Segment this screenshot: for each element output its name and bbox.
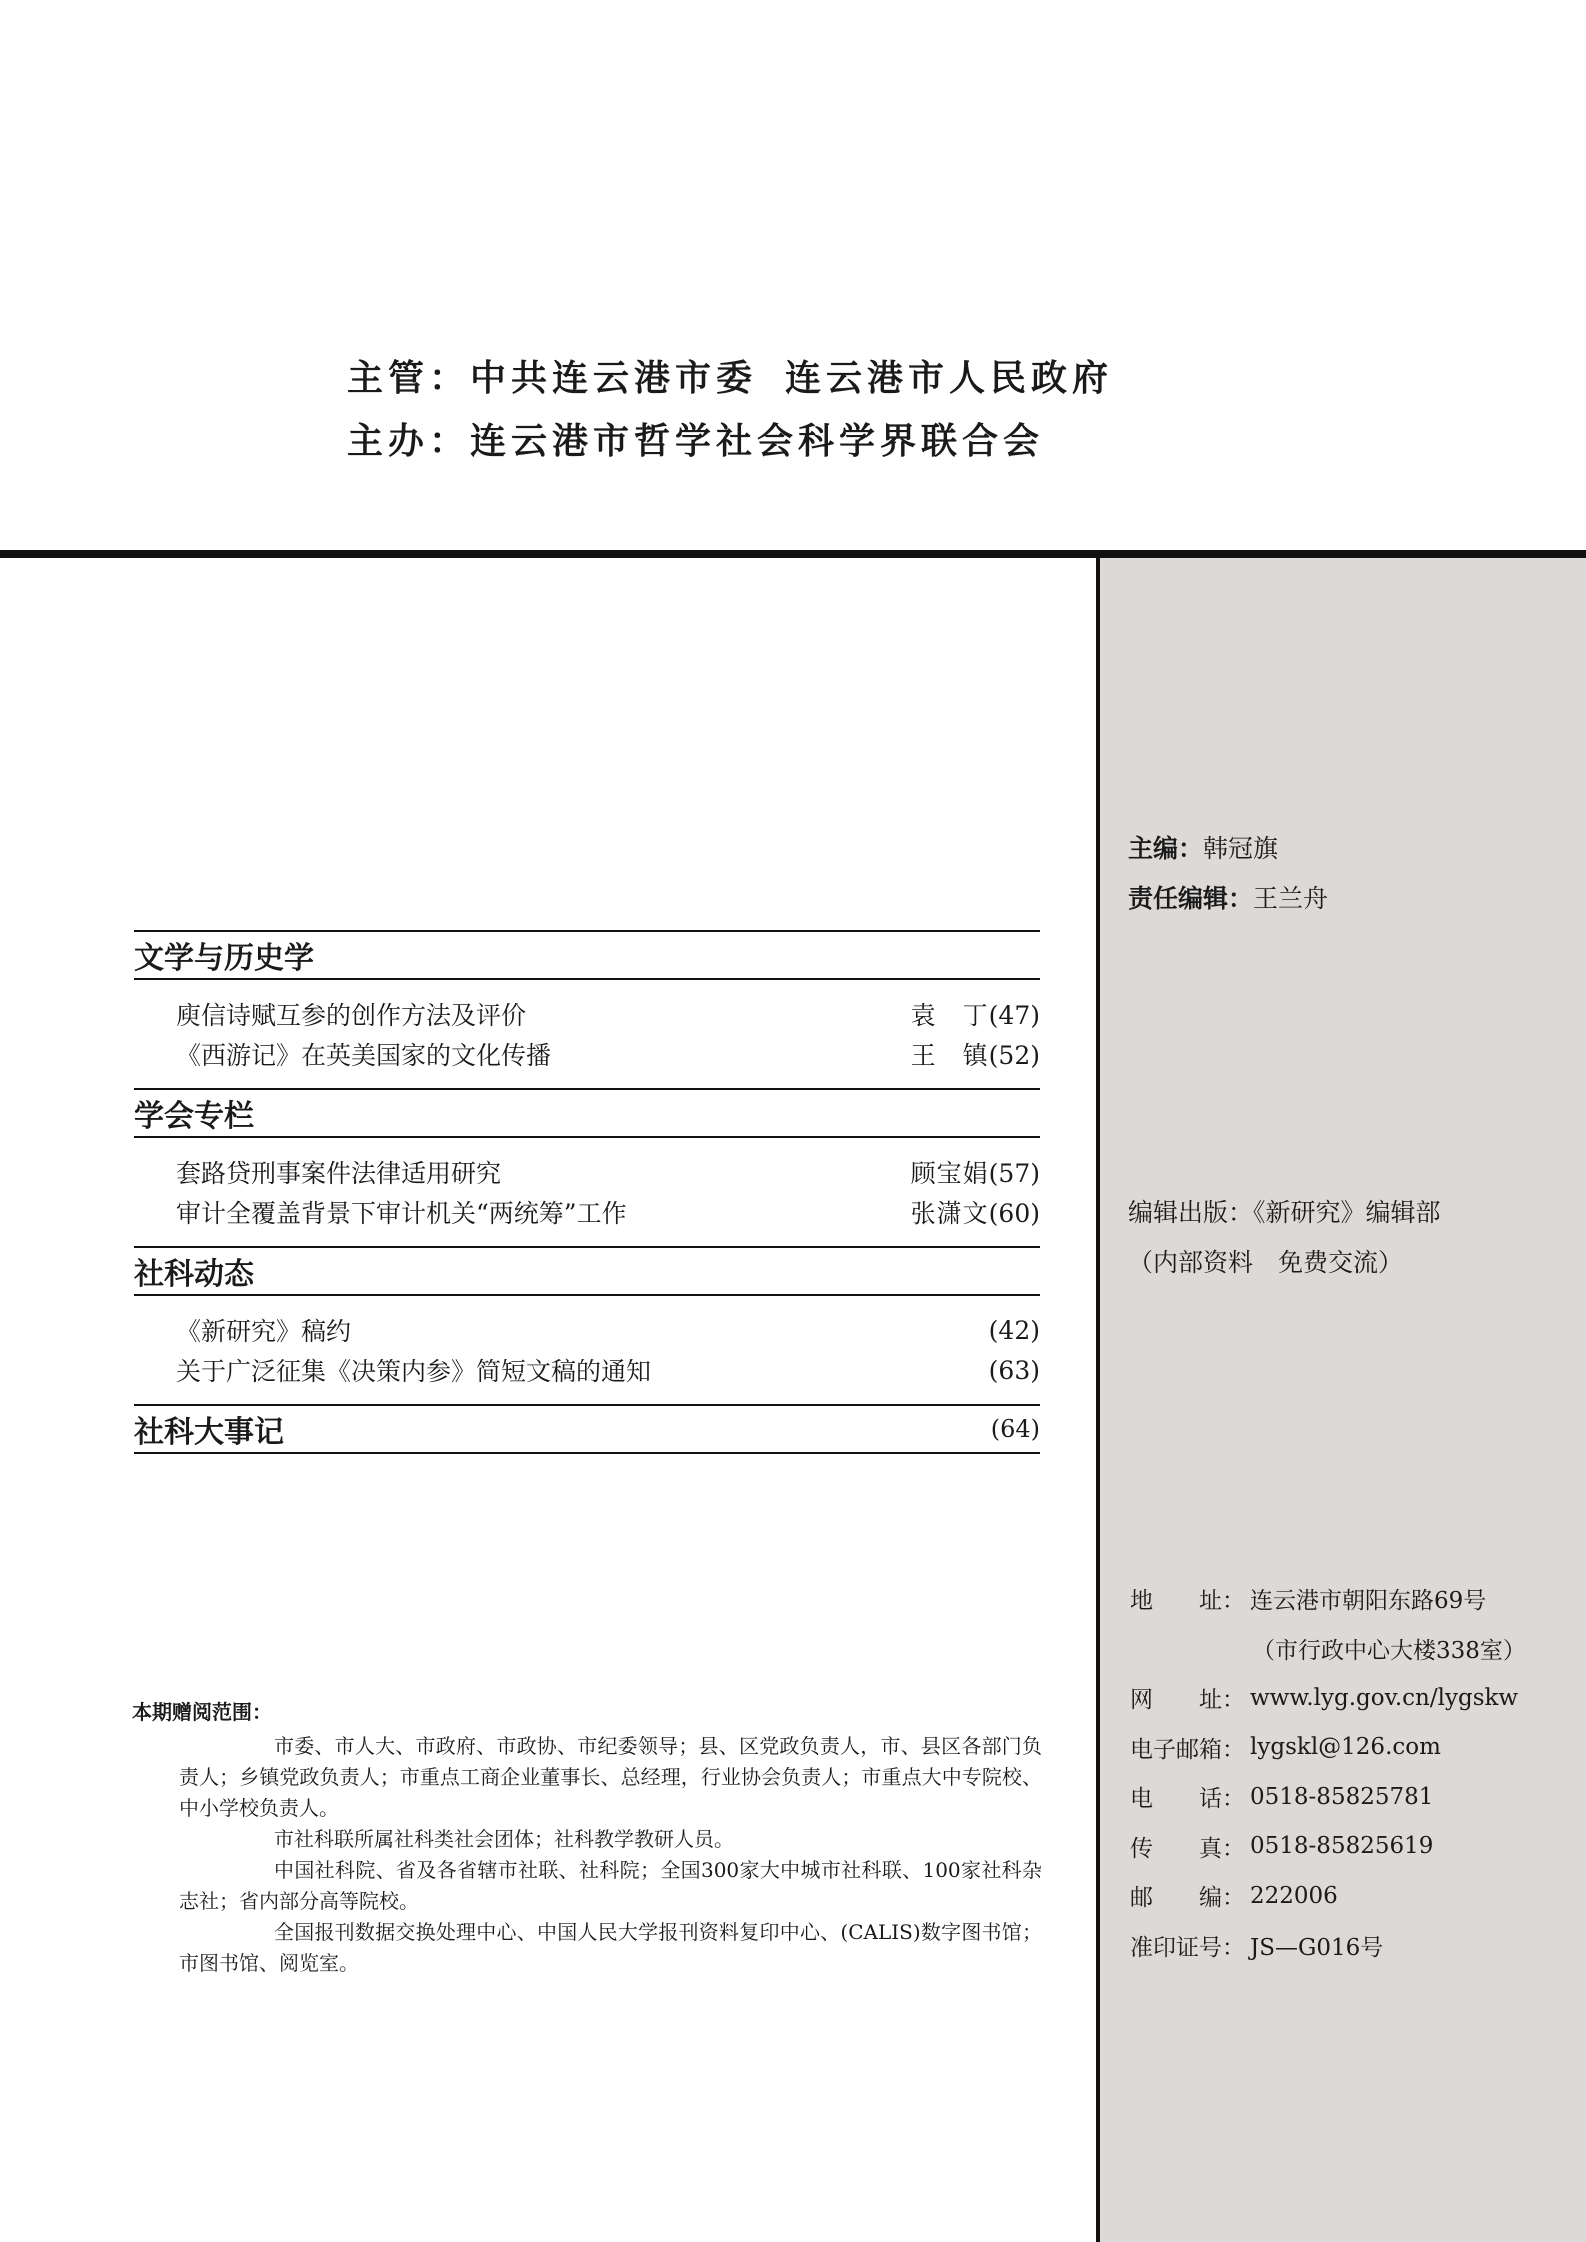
circulation-paragraph: 全国报刊数据交换处理中心、中国人民大学报刊资料复印中心、(CALIS)数字图书馆；市图书馆、阅览室。 xyxy=(179,1920,1042,1975)
masthead xyxy=(347,350,1247,476)
table-of-contents xyxy=(134,930,1040,1454)
toc-section xyxy=(134,1246,1040,1404)
toc-entry[interactable] xyxy=(176,994,1040,1034)
toc-entry-title: 审计全覆盖背景下审计机关“两统筹”工作 xyxy=(176,1199,627,1228)
toc-entry-page: (64) xyxy=(990,1415,1040,1443)
supervisor-label: 主管： xyxy=(347,358,471,399)
supervisor-line xyxy=(347,350,1247,413)
publisher: 编辑出版：《新研究》编辑部 xyxy=(1128,1198,1441,1227)
toc-entry[interactable] xyxy=(176,1350,1040,1390)
circulation-paragraph: 市委、市人大、市政府、市政协、市纪委领导；县、区党政负责人，市、县区各部门负责人；乡镇党政负责人；市重点工商企业董事长、总经理，行业协会负责人；市重点大中专院校、中小学校负责人。 xyxy=(179,1734,1042,1820)
website: 网 址： www.lyg.gov.cn/lygskw xyxy=(1130,1684,1519,1714)
toc-entry[interactable] xyxy=(176,1152,1040,1192)
circulation-paragraph: 市社科联所属社科类社会团体；社科教学教研人员。 xyxy=(274,1827,734,1851)
phone: 电 话： 0518-85825781 xyxy=(1130,1783,1434,1813)
toc-entry[interactable] xyxy=(176,1192,1040,1232)
toc-section-title: 学会专栏 xyxy=(134,1088,1040,1138)
toc-entry[interactable] xyxy=(176,1310,1040,1350)
toc-entry-title: 套路贷刑事案件法律适用研究 xyxy=(176,1159,502,1188)
chief-editor: 主编： 韩冠旗 xyxy=(1128,834,1279,863)
toc-entry-author: 王 镇 xyxy=(910,1041,989,1070)
circulation-paragraph: 中国社科院、省及各省辖市社联、社科院；全国300家大中城市社科联、100家社科杂志社；省内部分高等院校。 xyxy=(179,1858,1042,1913)
toc-entry-page: (60) xyxy=(988,1199,1040,1228)
email-link[interactable]: lygskl@126.com xyxy=(1250,1734,1441,1761)
toc-entry-author: 张潇文 xyxy=(910,1199,989,1228)
toc-entry-title: 庾信诗赋互参的创作方法及评价 xyxy=(176,1001,527,1030)
toc-entry-page: (47) xyxy=(988,1001,1040,1030)
toc-section-title: 社科动态 xyxy=(134,1246,1040,1296)
toc-section-title: 社科大事记 (64) xyxy=(134,1404,1040,1454)
toc-entry[interactable] xyxy=(176,1034,1040,1074)
responsible-editor: 责任编辑： 王兰舟 xyxy=(1128,884,1329,913)
toc-section xyxy=(134,1088,1040,1246)
email: 电子邮箱： lygskl@126.com xyxy=(1130,1734,1441,1763)
address: 地 址： 连云港市朝阳东路69号 xyxy=(1130,1588,1487,1615)
sponsor-label: 主办： xyxy=(347,421,471,462)
publisher-info xyxy=(1128,1186,1441,1286)
postcode: 邮 编： 222006 xyxy=(1130,1882,1338,1912)
toc-entry-page: (63) xyxy=(988,1355,1040,1385)
supervisor-org-2: 连云港市人民政府 xyxy=(785,358,1114,399)
fax: 传 真： 0518-85825619 xyxy=(1130,1833,1434,1862)
toc-entry-page: (52) xyxy=(988,1041,1040,1070)
supervisor-org-1: 中共连云港市委 xyxy=(470,358,758,399)
print-permit: 准印证号： JS—G016号 xyxy=(1130,1934,1384,1961)
sponsor-org: 连云港市哲学社会科学界联合会 xyxy=(470,421,1045,462)
toc-entry-title: 关于广泛征集《决策内参》简短文稿的通知 xyxy=(176,1357,652,1386)
toc-section-title: 文学与历史学 xyxy=(134,930,1040,980)
address-detail: （市行政中心大楼338室） xyxy=(1252,1637,1526,1664)
editor-credits xyxy=(1128,822,1328,922)
header-divider xyxy=(0,550,1586,558)
sidebar-panel xyxy=(1096,558,1586,2242)
toc-entry-author: 顾宝娟 xyxy=(910,1159,989,1188)
toc-section[interactable] xyxy=(134,1404,1040,1454)
contact-info xyxy=(1130,1574,1526,1970)
toc-entry-page: (57) xyxy=(988,1159,1040,1188)
sponsor-line xyxy=(347,413,1247,476)
website-link[interactable]: www.lyg.gov.cn/lygskw xyxy=(1250,1684,1519,1711)
toc-entry-author: 袁 丁 xyxy=(910,1001,989,1030)
circulation-scope xyxy=(132,1696,1042,1979)
toc-section xyxy=(134,930,1040,1088)
circulation-title: 本期赠阅范围： xyxy=(132,1700,272,1724)
toc-entry-page: (42) xyxy=(988,1315,1040,1345)
publication-note: （内部资料 免费交流） xyxy=(1128,1248,1404,1277)
toc-entry-title: 《新研究》稿约 xyxy=(176,1317,352,1346)
toc-entry-title: 《西游记》在英美国家的文化传播 xyxy=(176,1041,552,1070)
